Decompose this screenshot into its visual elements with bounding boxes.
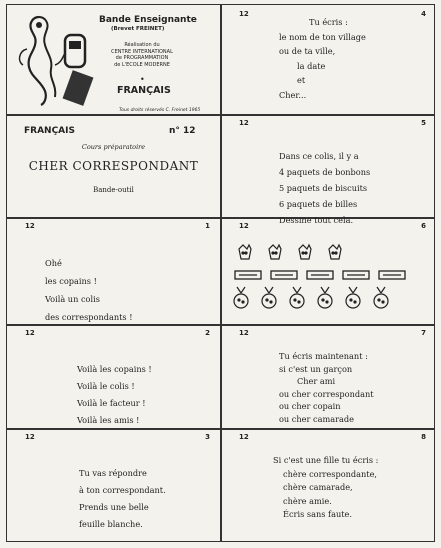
text-line: Tu vas répondre xyxy=(79,468,147,478)
card-1 xyxy=(7,217,220,324)
text-line: les copains ! xyxy=(45,276,97,286)
cover-realisation xyxy=(92,42,192,68)
band-number: 12 xyxy=(239,10,249,18)
card-text xyxy=(45,254,133,326)
realisation-line: Réalisation du xyxy=(124,42,160,48)
card-text xyxy=(279,148,370,228)
title-card xyxy=(7,114,220,217)
text-line: la date xyxy=(297,60,326,71)
card-7 xyxy=(221,324,436,428)
biscuit-packages-drawing xyxy=(231,267,421,283)
text-line: feuille blanche. xyxy=(79,519,143,529)
card-2 xyxy=(7,324,220,428)
cover-card xyxy=(7,5,220,114)
card-number: 6 xyxy=(421,222,426,230)
text-line: ou cher copain xyxy=(279,401,341,411)
bullet: • xyxy=(140,75,145,84)
band-number: 12 xyxy=(25,433,35,441)
text-line: ou cher camarade xyxy=(279,413,355,424)
text-line: Dessine tout cela. xyxy=(279,215,354,225)
text-line: Cher ami xyxy=(297,376,336,386)
text-line: 4 paquets de bonbons xyxy=(279,167,371,177)
title-card-title: CHER CORRESPONDANT xyxy=(28,159,199,173)
text-line: si c'est un garçon xyxy=(279,363,353,374)
band-number: 12 xyxy=(25,329,35,337)
card-3 xyxy=(7,428,220,543)
text-line: Cher... xyxy=(279,89,307,100)
text-line: chère camarade, xyxy=(283,482,353,492)
text-line: Écris sans faute. xyxy=(283,509,352,519)
card-5 xyxy=(221,114,436,225)
band-number: 12 xyxy=(239,329,249,337)
title-card-level: Cours préparatoire xyxy=(81,143,146,151)
card-number: 8 xyxy=(421,433,426,441)
text-line: Voilà le colis ! xyxy=(77,381,135,391)
card-number: 1 xyxy=(205,222,210,230)
text-line: 5 paquets de biscuits xyxy=(279,183,368,193)
text-line: 6 paquets de billes xyxy=(279,199,358,209)
text-line: le nom de ton village xyxy=(279,31,366,42)
card-number: 3 xyxy=(205,433,210,441)
text-line: Voilà les copains ! xyxy=(77,364,152,374)
teaching-machine-illustration xyxy=(11,9,96,109)
text-line: Tu écris : xyxy=(309,17,348,27)
text-line: Tu écris maintenant : xyxy=(279,351,368,361)
text-line: à ton correspondant. xyxy=(79,485,166,495)
text-line: Si c'est une fille tu écris : xyxy=(273,455,379,465)
text-line: Voilà les amis ! xyxy=(77,415,140,425)
title-card-subject: FRANÇAIS xyxy=(24,126,75,136)
card-text xyxy=(77,361,152,429)
card-8 xyxy=(221,428,436,543)
text-line: chère amie. xyxy=(283,495,332,506)
band-number: 12 xyxy=(239,222,249,230)
cover-title: Bande Enseignante xyxy=(99,15,197,25)
card-6 xyxy=(221,217,436,324)
text-line: des correspondants ! xyxy=(45,312,133,322)
marble-bags-drawing xyxy=(233,285,423,311)
cover-subject: FRANÇAIS xyxy=(117,85,171,96)
realisation-line: CENTRE INTERNATIONAL xyxy=(111,48,173,55)
candy-packages-drawing xyxy=(235,239,395,263)
text-line: Voilà un colis xyxy=(45,294,100,304)
card-text xyxy=(273,454,378,522)
text-line: ou de ta ville, xyxy=(279,46,336,56)
text-line: et xyxy=(297,75,306,85)
band-number: 12 xyxy=(239,433,249,441)
text-line: chère correspondante, xyxy=(283,468,378,479)
card-number: 4 xyxy=(421,10,426,18)
card-4 xyxy=(221,5,436,114)
card-text xyxy=(79,465,166,533)
text-line: Dans ce colis, il y a xyxy=(279,151,359,161)
cover-rights: Tous droits réservés C. Freinet 1965 xyxy=(119,108,201,113)
title-card-subtitle: Bande-outil xyxy=(93,186,134,194)
card-number: 5 xyxy=(421,119,426,127)
cover-brevet: (Brevet FREINET) xyxy=(111,26,165,32)
text-line: ou cher correspondant xyxy=(279,388,374,399)
realisation-line: de PROGRAMMATION xyxy=(115,55,169,61)
band-number: 12 xyxy=(25,222,35,230)
text-line: Ohé xyxy=(45,258,62,268)
card-text xyxy=(279,350,374,425)
realisation-line: de L'ECOLE MODERNE xyxy=(114,61,170,68)
title-card-number: n° 12 xyxy=(169,126,196,136)
card-number: 7 xyxy=(421,329,426,337)
lesson-sheet xyxy=(6,4,435,542)
text-line: Voilà le facteur ! xyxy=(77,398,146,408)
text-line: Prends une belle xyxy=(79,502,149,512)
card-text xyxy=(279,15,366,102)
band-number: 12 xyxy=(239,119,249,127)
card-number: 2 xyxy=(205,329,210,337)
